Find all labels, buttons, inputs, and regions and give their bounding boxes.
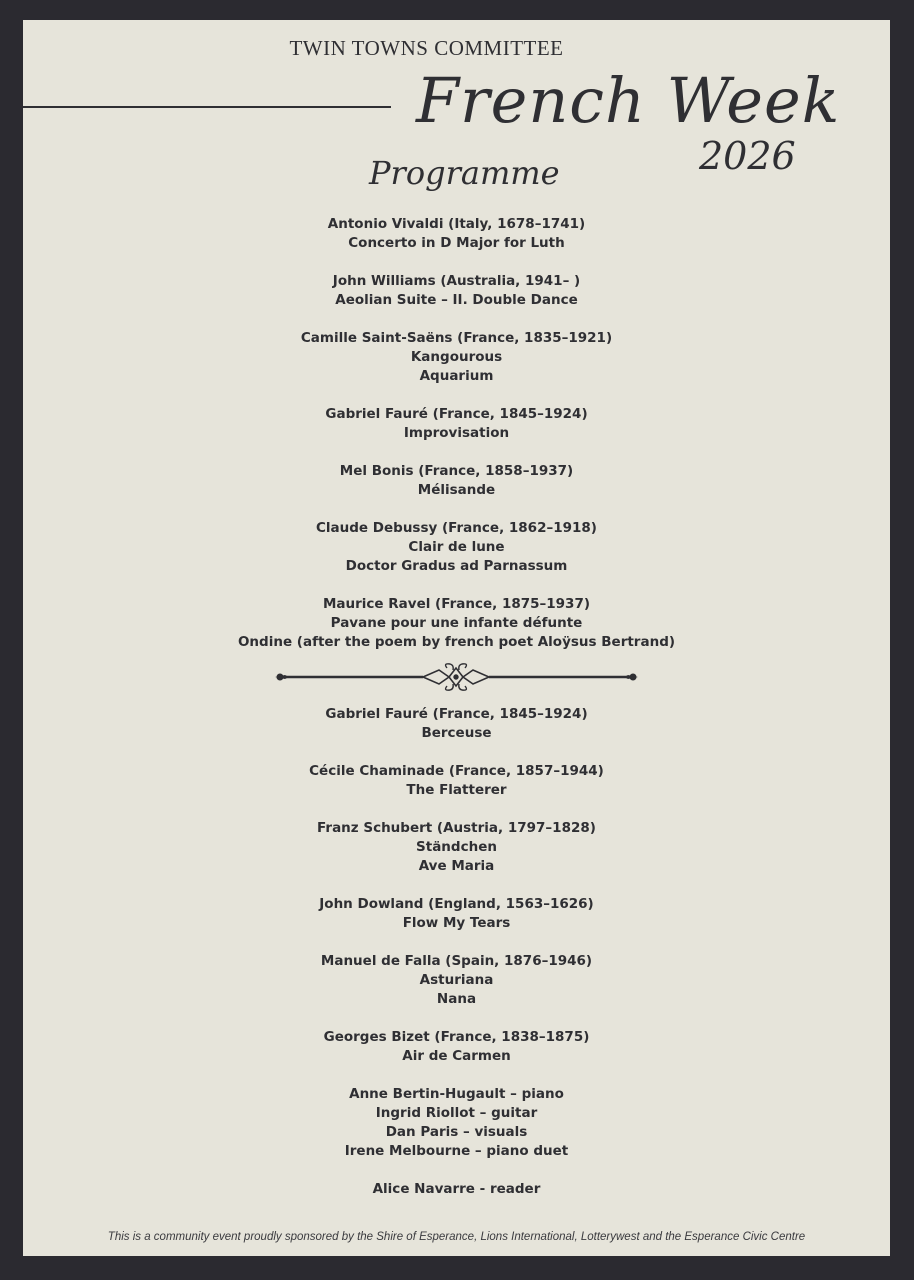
programme-item-heading: Anne Bertin-Hugault – piano [349, 1086, 564, 1102]
programme-item [23, 952, 890, 1009]
programme-heading: Programme [369, 154, 560, 192]
programme-item [23, 1028, 890, 1066]
sponsor-footer: This is a community event proudly sponsored by the Shire of Esperance, Lions International, Lotterywest and the Esperance Civic Centre [107, 1231, 806, 1243]
ornamental-divider [273, 662, 640, 692]
programme-item-line: Kangourous [410, 349, 503, 365]
programme-item-line: The Flatterer [406, 782, 507, 798]
programme-item-line: Pavane pour une infante défunte [330, 615, 583, 631]
programme-item-line: Ave Maria [418, 858, 495, 874]
organisation-name: TWIN TOWNS COMMITTEE [289, 36, 564, 60]
programme-page [23, 20, 890, 1256]
programme-item-heading: Cécile Chaminade (France, 1857–1944) [309, 763, 604, 779]
programme-item [23, 1085, 890, 1161]
programme-item-heading: Manuel de Falla (Spain, 1876–1946) [320, 953, 593, 969]
programme-item-heading: Georges Bizet (France, 1838–1875) [323, 1029, 590, 1045]
programme-item-line: Doctor Gradus ad Parnassum [345, 558, 568, 574]
programme-part-one [23, 215, 890, 671]
header-rule [23, 106, 391, 108]
programme-item-line: Aeolian Suite – II. Double Dance [335, 292, 578, 308]
programme-item-line: Ständchen [416, 839, 497, 855]
programme-item-line: Irene Melbourne – piano duet [344, 1143, 569, 1159]
programme-item-heading: John Williams (Australia, 1941– ) [332, 273, 581, 289]
programme-item [23, 595, 890, 652]
programme-item-line: Flow My Tears [402, 915, 511, 931]
programme-item-line: Air de Carmen [402, 1048, 511, 1064]
programme-item [23, 215, 890, 253]
programme-item-heading: John Dowland (England, 1563–1626) [319, 896, 594, 912]
programme-item-line: Concerto in D Major for Luth [348, 235, 565, 251]
programme-item [23, 462, 890, 500]
programme-item-heading: Maurice Ravel (France, 1875–1937) [322, 596, 591, 612]
programme-item-heading: Claude Debussy (France, 1862–1918) [316, 520, 597, 536]
programme-item [23, 405, 890, 443]
programme-item-heading: Camille Saint-Saëns (France, 1835–1921) [300, 330, 613, 346]
programme-item-line: Asturiana [419, 972, 494, 988]
programme-item [23, 705, 890, 743]
programme-item-heading: Gabriel Fauré (France, 1845–1924) [325, 706, 588, 722]
divider-end-right-icon [630, 674, 636, 680]
programme-item-line: Improvisation [403, 425, 510, 441]
programme-part-two [23, 705, 890, 1218]
programme-item-heading: Alice Navarre - reader [372, 1181, 541, 1197]
programme-item [23, 272, 890, 310]
programme-item [23, 519, 890, 576]
event-title: French Week [416, 64, 841, 137]
programme-item-line: Clair de lune [408, 539, 505, 555]
programme-item [23, 762, 890, 800]
programme-item-heading: Gabriel Fauré (France, 1845–1924) [325, 406, 588, 422]
programme-item-line: Dan Paris – visuals [385, 1124, 528, 1140]
programme-item-line: Ingrid Riollot – guitar [375, 1105, 538, 1121]
programme-item-line: Berceuse [421, 725, 492, 741]
programme-item-heading: Antonio Vivaldi (Italy, 1678–1741) [327, 216, 586, 232]
programme-item [23, 819, 890, 876]
programme-item-line: Nana [436, 991, 477, 1007]
programme-item-line: Aquarium [419, 368, 494, 384]
event-year: 2026 [699, 134, 796, 178]
programme-item [23, 895, 890, 933]
programme-item-heading: Franz Schubert (Austria, 1797–1828) [317, 820, 596, 836]
programme-item [23, 1180, 890, 1199]
programme-item-line: Mélisande [417, 482, 496, 498]
programme-item-line: Ondine (after the poem by french poet Aloÿsus Bertrand) [237, 634, 676, 650]
programme-item [23, 329, 890, 386]
programme-item-heading: Mel Bonis (France, 1858–1937) [339, 463, 574, 479]
